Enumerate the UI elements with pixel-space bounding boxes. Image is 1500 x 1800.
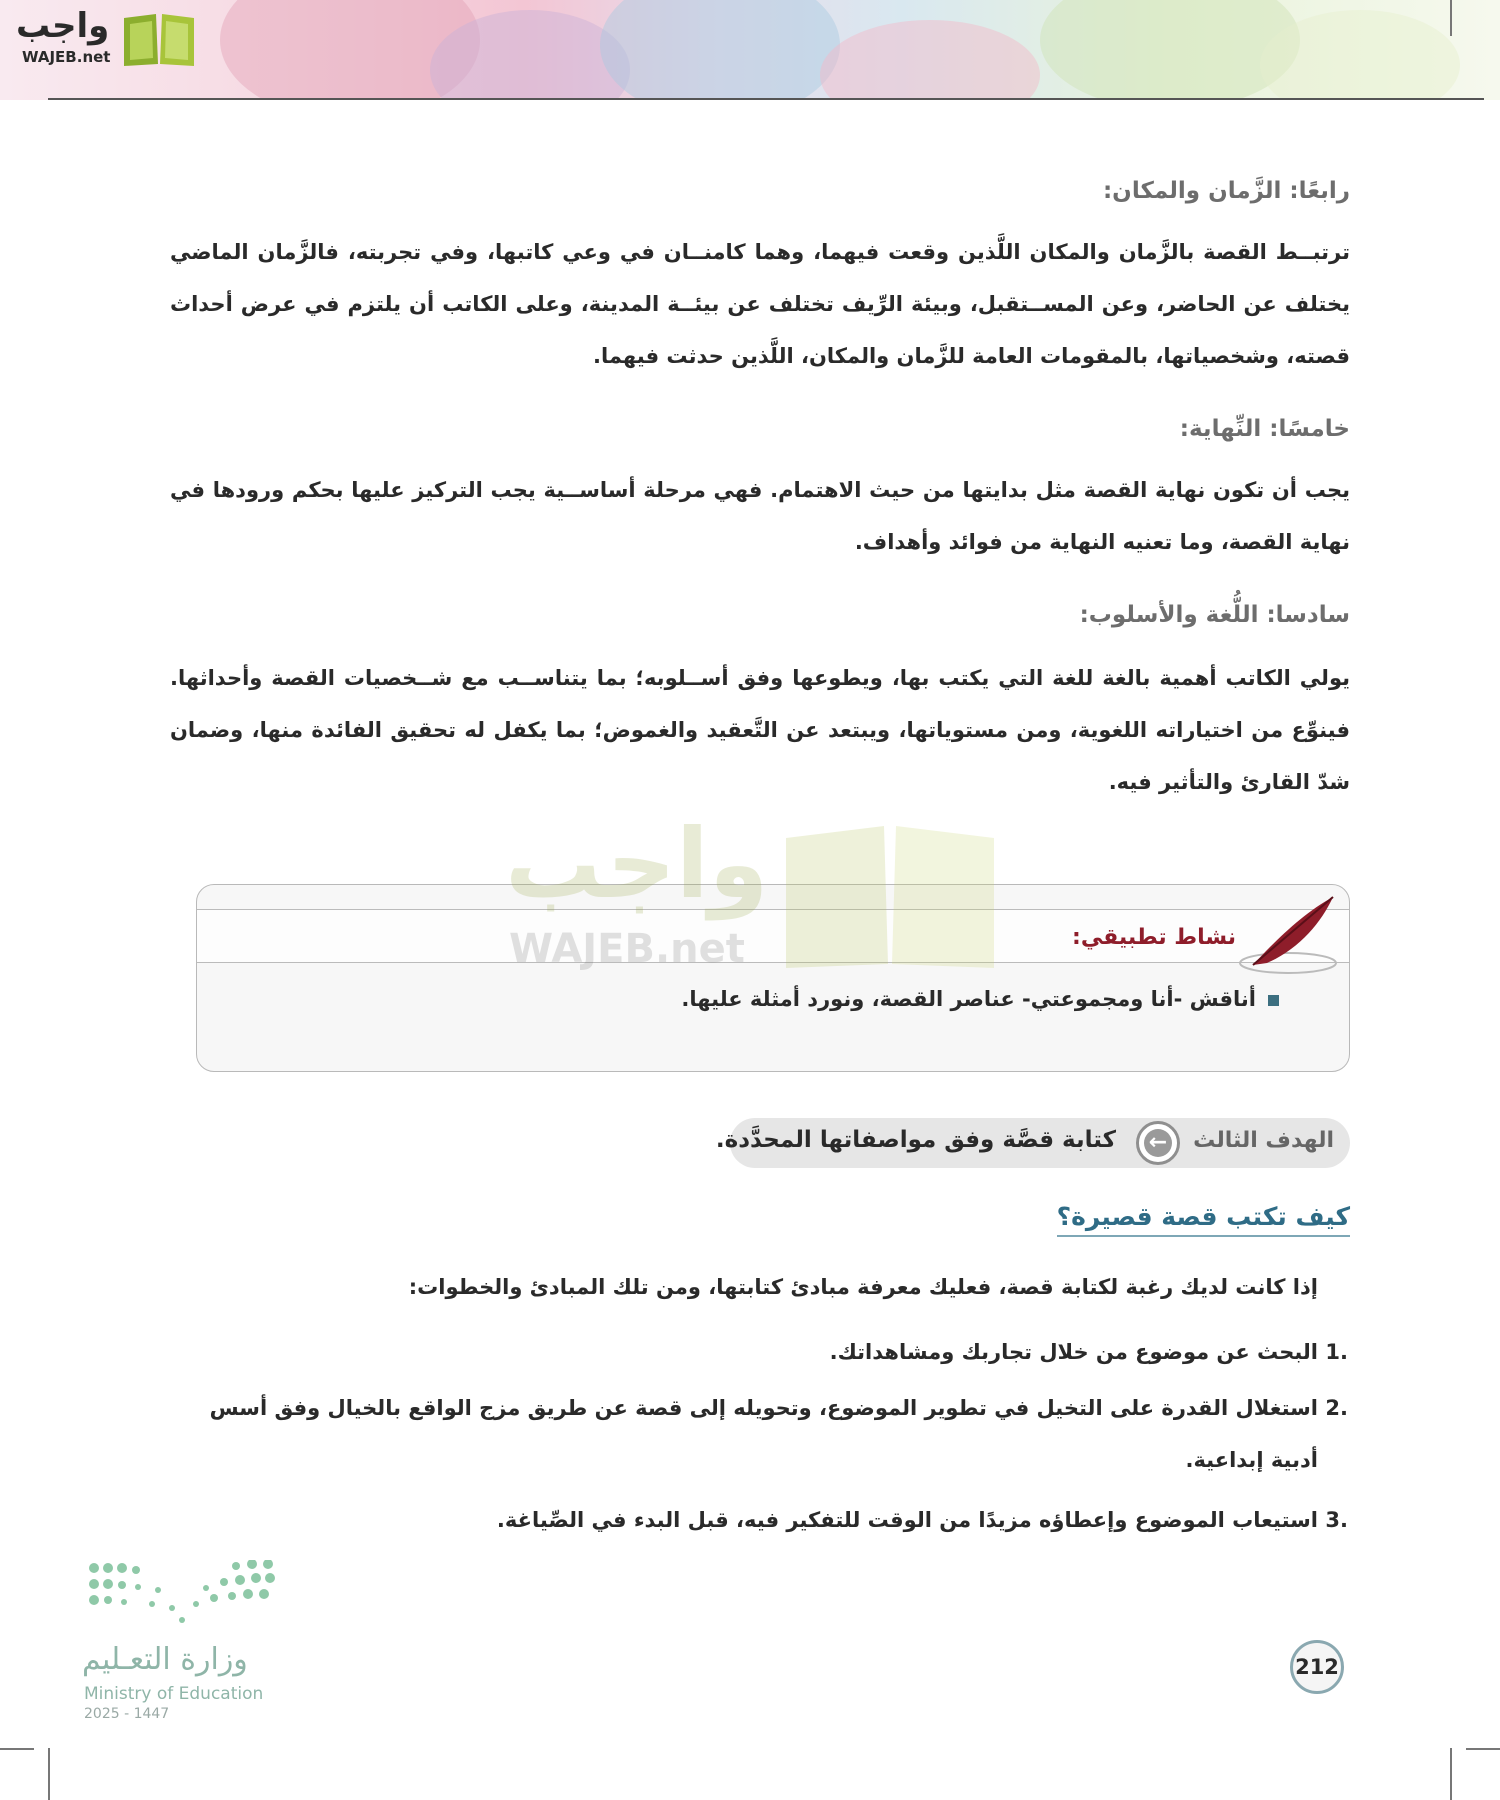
bullet-square-icon bbox=[1268, 995, 1279, 1006]
step-text: استيعاب الموضوع وإعطاؤه مزيدًا من الوقت للتفكير فيه، قبل البدء في الصِّياغة. bbox=[496, 1508, 1318, 1532]
section-heading-language-style: سادسا: اللُّغة والأسلوب: bbox=[1079, 602, 1350, 628]
header-banner bbox=[0, 0, 1500, 100]
steps-intro: إذا كانت لديك رغبة لكتابة قصة، فعليك معرفة مبادئ كتابتها، ومن تلك المبادئ والخطوات: bbox=[408, 1275, 1318, 1299]
activity-title: نشاط تطبيقي: bbox=[1072, 925, 1236, 950]
step-item bbox=[170, 1382, 1348, 1486]
crop-mark bbox=[1466, 1748, 1500, 1750]
goal-title: كتابة قصَّة وفق مواصفاتها المحدَّدة. bbox=[715, 1127, 1116, 1153]
activity-box bbox=[196, 884, 1350, 1072]
section-paragraph-time-place: ترتبــط القصة بالزَّمان والمكان اللَّذين وقعت فيهما، وهما كامنــان في وعي كاتبها، وفي تجربته، فالزَّمان الماضي يختلف عن الحاضر، وعن المســتقبل، وبيئة الرِّيف تختلف عن بيئــة المدينة، وعلى الكاتب أن يلتزم في عرض أحداث قصته، وشخصياتها، بالمقومات العامة للزَّمان والمكان، اللَّذين حدثت فيهما. bbox=[170, 240, 1350, 368]
logo-arabic: واجب bbox=[16, 6, 110, 46]
ministry-dots-icon bbox=[86, 1560, 276, 1630]
step-number: .3 bbox=[1325, 1508, 1348, 1532]
crop-mark bbox=[1450, 0, 1452, 36]
book-icon bbox=[120, 10, 198, 68]
arrow-left-icon: ← bbox=[1136, 1121, 1180, 1165]
ministry-year: 2025 - 1447 bbox=[84, 1706, 170, 1722]
section-heading-ending: خامسًا: النِّهاية: bbox=[1179, 416, 1350, 442]
section-heading-time-place: رابعًا: الزَّمان والمكان: bbox=[1102, 178, 1350, 204]
activity-item bbox=[681, 987, 1279, 1011]
ministry-arabic: وزارة التعـليم bbox=[82, 1642, 248, 1677]
activity-item-text: أناقش -أنا ومجموعتي- عناصر القصة، ونورد أمثلة عليها. bbox=[681, 987, 1256, 1011]
how-to-title: كيف تكتب قصة قصيرة؟ bbox=[1057, 1202, 1350, 1237]
crop-mark bbox=[1450, 1748, 1452, 1800]
section-paragraph-language-style: يولي الكاتب أهمية بالغة للغة التي يكتب بها، ويطوعها وفق أســلوبه؛ بما يتناســب مع شــخصيات القصة وأحداثها. فينوِّع من اختياراته اللغوية، ومن مستوياتها، ويبتعد عن التَّعقيد والغموض؛ بما يكفل له تحقيق الفائدة منها، وضمان شدّ القارئ والتأثير فيه. bbox=[170, 666, 1350, 794]
goal-label: الهدف الثالث bbox=[1193, 1128, 1334, 1153]
section-paragraph-ending: يجب أن تكون نهاية القصة مثل بدايتها من حيث الاهتمام. فهي مرحلة أساســية يجب التركيز عليها بحكم ورودها في نهاية القصة، وما تعنيه النهاية من فوائد وأهداف. bbox=[170, 478, 1350, 554]
step-number: .2 bbox=[1325, 1396, 1348, 1420]
quill-icon bbox=[1233, 893, 1343, 983]
watermark-latin: WAJEB.net bbox=[509, 926, 745, 972]
page-number: 212 bbox=[1290, 1640, 1344, 1694]
crop-mark bbox=[48, 1748, 50, 1800]
goal-banner bbox=[715, 1118, 1350, 1168]
step-text: البحث عن موضوع من خلال تجاربك ومشاهداتك. bbox=[829, 1340, 1318, 1364]
header-rule bbox=[48, 98, 1484, 100]
step-number: .1 bbox=[1325, 1340, 1348, 1364]
step-text: استغلال القدرة على التخيل في تطوير الموضوع، وتحويله إلى قصة عن طريق مزج الواقع بالخيال وفق أسس أدبية إبداعية. bbox=[209, 1396, 1318, 1472]
watermark-arabic: واجب bbox=[505, 808, 769, 920]
step-item bbox=[170, 1494, 1348, 1546]
wajeb-logo[interactable] bbox=[10, 6, 190, 68]
step-item bbox=[170, 1326, 1348, 1378]
crop-mark bbox=[0, 1748, 34, 1750]
ministry-logo bbox=[80, 1560, 280, 1720]
logo-latin: WAJEB.net bbox=[22, 48, 111, 66]
ministry-english: Ministry of Education bbox=[84, 1684, 264, 1704]
